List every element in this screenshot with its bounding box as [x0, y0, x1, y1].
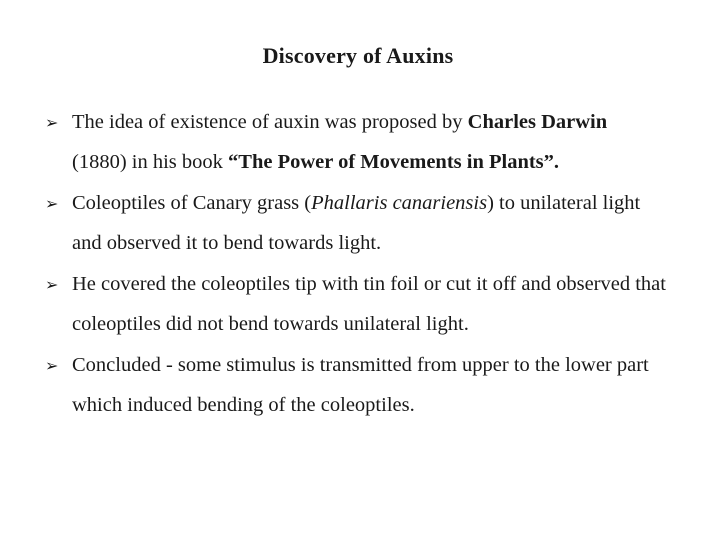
bullet-list — [46, 103, 666, 427]
bullet-2-text-part2: ) to unilateral light and observed it to bend towards light. — [72, 192, 641, 254]
arrowhead-bullet-icon: ➢ — [45, 275, 59, 294]
bullet-item-1 — [46, 103, 666, 182]
bullet-1-book-title: “The Power of Movements in Plants”. — [228, 150, 560, 173]
bullet-2-text-part1: Coleoptiles of Canary grass ( — [72, 192, 312, 214]
bullet-item-4 — [46, 346, 666, 425]
bullet-1-darwin-name: Charles Darwin — [467, 111, 608, 133]
arrowhead-bullet-icon: ➢ — [45, 356, 59, 375]
arrowhead-bullet-icon: ➢ — [45, 194, 59, 213]
bullet-2-species-name: Phallaris canariensis — [311, 192, 488, 214]
arrowhead-bullet-icon: ➢ — [45, 113, 59, 132]
slide-title: Discovery of Auxins — [262, 43, 454, 68]
bullet-1-text-part1: The idea of existence of auxin was proposed by — [72, 111, 468, 133]
bullet-3-text: He covered the coleoptiles tip with tin foil or cut it off and observed that coleoptiles did not bend towards unilateral light. — [72, 273, 666, 335]
bullet-item-3 — [46, 265, 666, 344]
bullet-1-text-part2: (1880) in his book — [72, 150, 229, 173]
bullet-item-2 — [46, 184, 666, 263]
bullet-4-text: Concluded - some stimulus is transmitted from upper to the lower part which induced bending of the coleoptiles. — [72, 354, 649, 416]
